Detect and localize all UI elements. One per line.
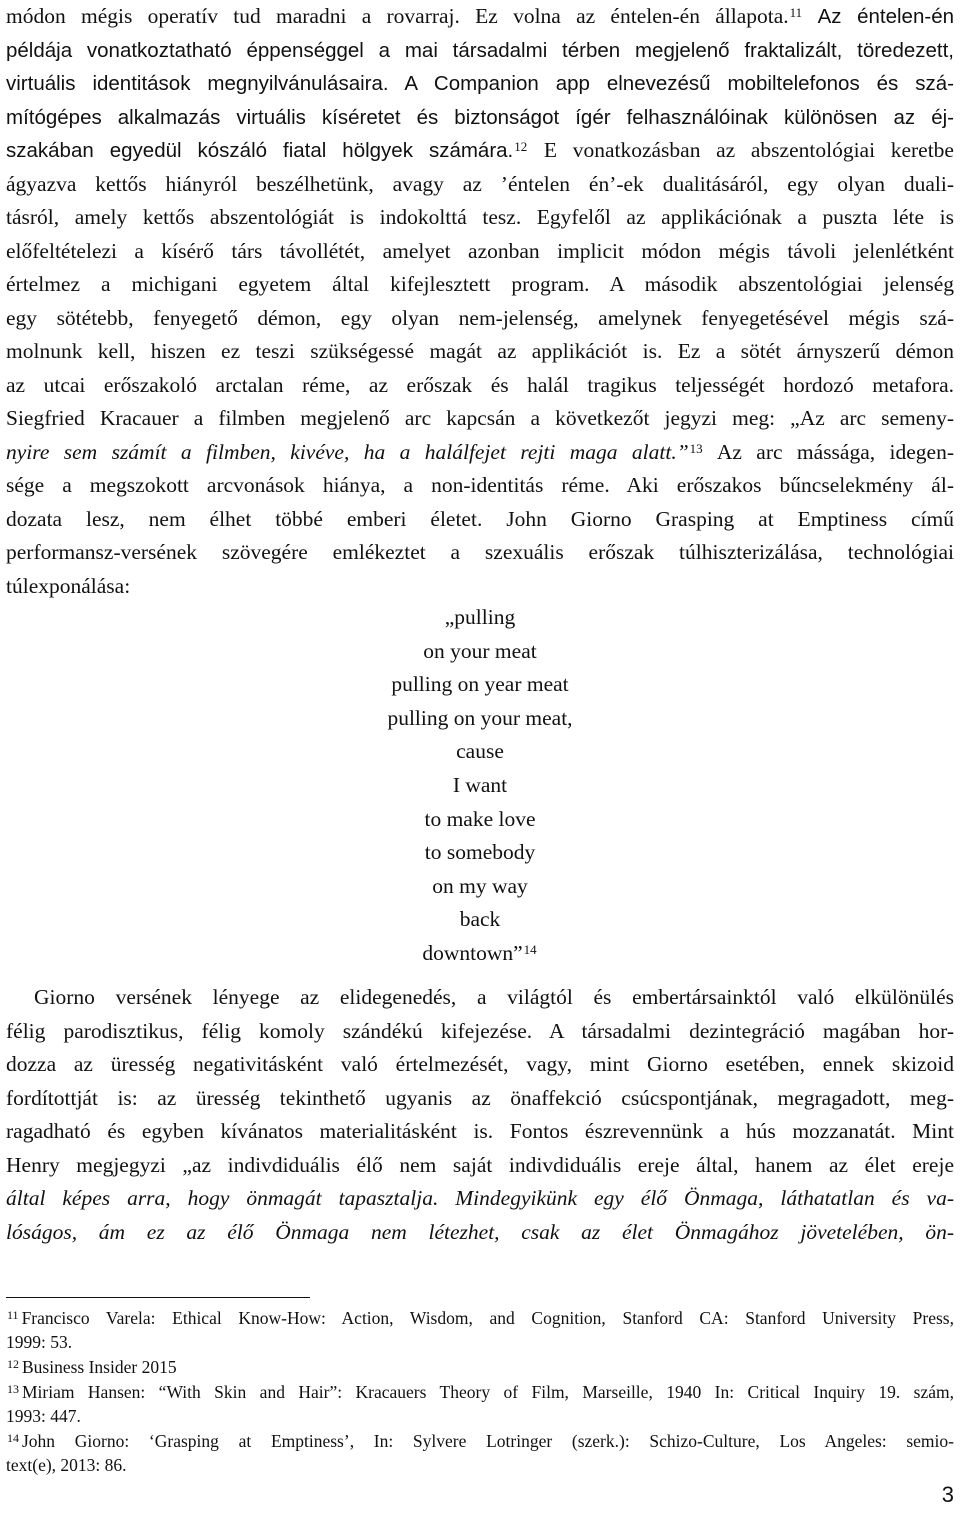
text-line: dozza az üresség negativitásként való értelmezését, vagy, mint Giorno esetében, ennek skizoid bbox=[6, 1052, 954, 1076]
text-line: szakában egyedül kószáló fiatal hölgyek számára.$^{12}$ E vonatkozásban az abszentológiai keretbe bbox=[6, 138, 954, 162]
text-line: tásról, amely kettős abszentológiát is indokolttá tesz. Egyfelől az applikációnak a puszta léte is bbox=[6, 205, 954, 229]
text-line: nyire sem számít a filmben, kivéve, ha a halálfejet rejti maga alatt.”$^{13}$ Az arc mássága, idegen- bbox=[6, 439, 954, 464]
text-line: performansz-versének szövegére emlékeztet a szexuális erőszak túlhiszterizálása, technológiai bbox=[6, 540, 954, 564]
text-line: mítógépes alkalmazás virtuális kíséretet és biztonságot ígér felhasználóinak különösen az éj- bbox=[6, 105, 954, 129]
footnote-ref[interactable]: 11 bbox=[789, 5, 803, 20]
text-line: módon mégis operatív tud maradni a rovarraj. Ez volna az éntelen-én állapota.$^{11}$ Az éntelen-én bbox=[6, 4, 954, 28]
text-line: túlexponálása: bbox=[6, 573, 131, 598]
text-line: Giorno versének lényege az elidegenedés, a világtól és embertársainktól való elkülönülés bbox=[34, 985, 954, 1009]
footnote-ref[interactable]: 14 bbox=[523, 941, 537, 957]
text-line: által képes arra, hogy önmagát tapasztalja. Mindegyikünk egy élő Önmaga, láthatatlan és va- bbox=[6, 1186, 954, 1210]
footnote-11: $^{11}$ Francisco Varela: Ethical Know-How: Action, Wisdom, and Cognition, Stanford CA: Stanford University Press, 1999: 53. bbox=[6, 1308, 954, 1352]
footnote-14: $^{14}$ John Giorno: ‘Grasping at Emptiness’, In: Sylvere Lotringer (szerk.): Schizo-Culture, Los Angeles: semio- text(e), 2013: 86. bbox=[6, 1431, 954, 1475]
text-line: előfeltételezi a kísérő társ távollétét, amelyet azonban implicit módon mégis távoli jelenlétként bbox=[6, 238, 954, 263]
text-line: példája vonatkoztatható éppenséggel a mai társadalmi térben megjelenő fraktalizált, töredezett, bbox=[6, 38, 954, 62]
page-number: 3 bbox=[941, 1482, 954, 1507]
poem-line: pulling on year meat bbox=[391, 672, 569, 697]
poem-line: pulling on your meat, bbox=[387, 705, 573, 730]
text-line: ragadható és egyben kívánatos materialitásként is. Fontos észrevennünk a hús mozzanatát. Mint bbox=[6, 1119, 954, 1143]
text-line: Siegfried Kracauer a filmben megjelenő arc kapcsán a következőt jegyzi meg: „Az arc semeny- bbox=[6, 406, 954, 430]
poem-line: „pulling bbox=[444, 605, 516, 629]
text-line: sége a megszokott arcvonások hiánya, a non-identitás réme. Aki erőszakos bűncselekmény ál- bbox=[6, 473, 954, 497]
text-line: fordítottját is: az üresség tekinthető ugyanis az önaffekció csúcspontjának, megragadott, meg- bbox=[6, 1085, 954, 1110]
poem-line: cause bbox=[456, 739, 504, 764]
poem-line: to make love bbox=[424, 806, 536, 831]
poem-line: I want bbox=[452, 772, 508, 797]
poem-line: on your meat bbox=[423, 638, 537, 663]
text-line: értelmez a michigani egyetem által kifejlesztett program. A második abszentológiai jelenség bbox=[6, 272, 954, 296]
poem-line: to somebody bbox=[424, 840, 536, 865]
text-line: molnunk kell, hiszen ez teszi szükségessé magát az applikációt is. Ez a sötét árnyszerű démon bbox=[6, 339, 954, 363]
footnote-separator bbox=[6, 1297, 310, 1298]
text-line: az utcai erőszakoló arctalan réme, az erőszak és halál tragikus teljességét hordozó metafora. bbox=[6, 372, 954, 397]
footnote-12: $^{12}$ Business Insider 2015 bbox=[7, 1357, 177, 1377]
text-line: ágyazva kettős hiányról beszélhetünk, avagy az ’éntelen én’-ek dualitásáról, egy olyan duali- bbox=[6, 171, 954, 196]
footnote-ref[interactable]: 12 bbox=[514, 139, 528, 154]
text-line: lóságos, ám ez az élő Önmaga nem létezhet, csak az élet Önmagához jövetelében, ön- bbox=[6, 1219, 954, 1244]
text-line: dozata lesz, nem élhet többé emberi életet. John Giorno Grasping at Emptiness című bbox=[6, 506, 954, 531]
text-line: egy sötétebb, fenyegető démon, egy olyan nem-jelenség, amelynek fenyegetésével mégis szá- bbox=[6, 305, 954, 330]
text-line: félig parodisztikus, félig komoly szándékú kifejezése. A társadalmi dezintegráció magában hor- bbox=[6, 1018, 954, 1043]
poem-line: back bbox=[459, 907, 501, 932]
poem-block bbox=[0, 601, 960, 971]
text-line: virtuális identitások megnyilvánulásaira. A Companion app elnevezésű mobiltelefonos és szá- bbox=[6, 72, 954, 95]
poem-line: downtown”$^{14}$ bbox=[422, 940, 537, 965]
footnote-ref[interactable]: 13 bbox=[689, 440, 703, 456]
text-line: Henry megjegyzi „az indivdiduális élő nem saját indivdiduális ereje által, hanem az élet ereje bbox=[6, 1152, 954, 1177]
poem-line: on my way bbox=[432, 873, 528, 898]
footnote-13: $^{13}$ Miriam Hansen: “With Skin and Hair”: Kracauers Theory of Film, Marseille, 1940 In: Critical Inquiry 19. szám, 1993: 447. bbox=[6, 1382, 954, 1426]
